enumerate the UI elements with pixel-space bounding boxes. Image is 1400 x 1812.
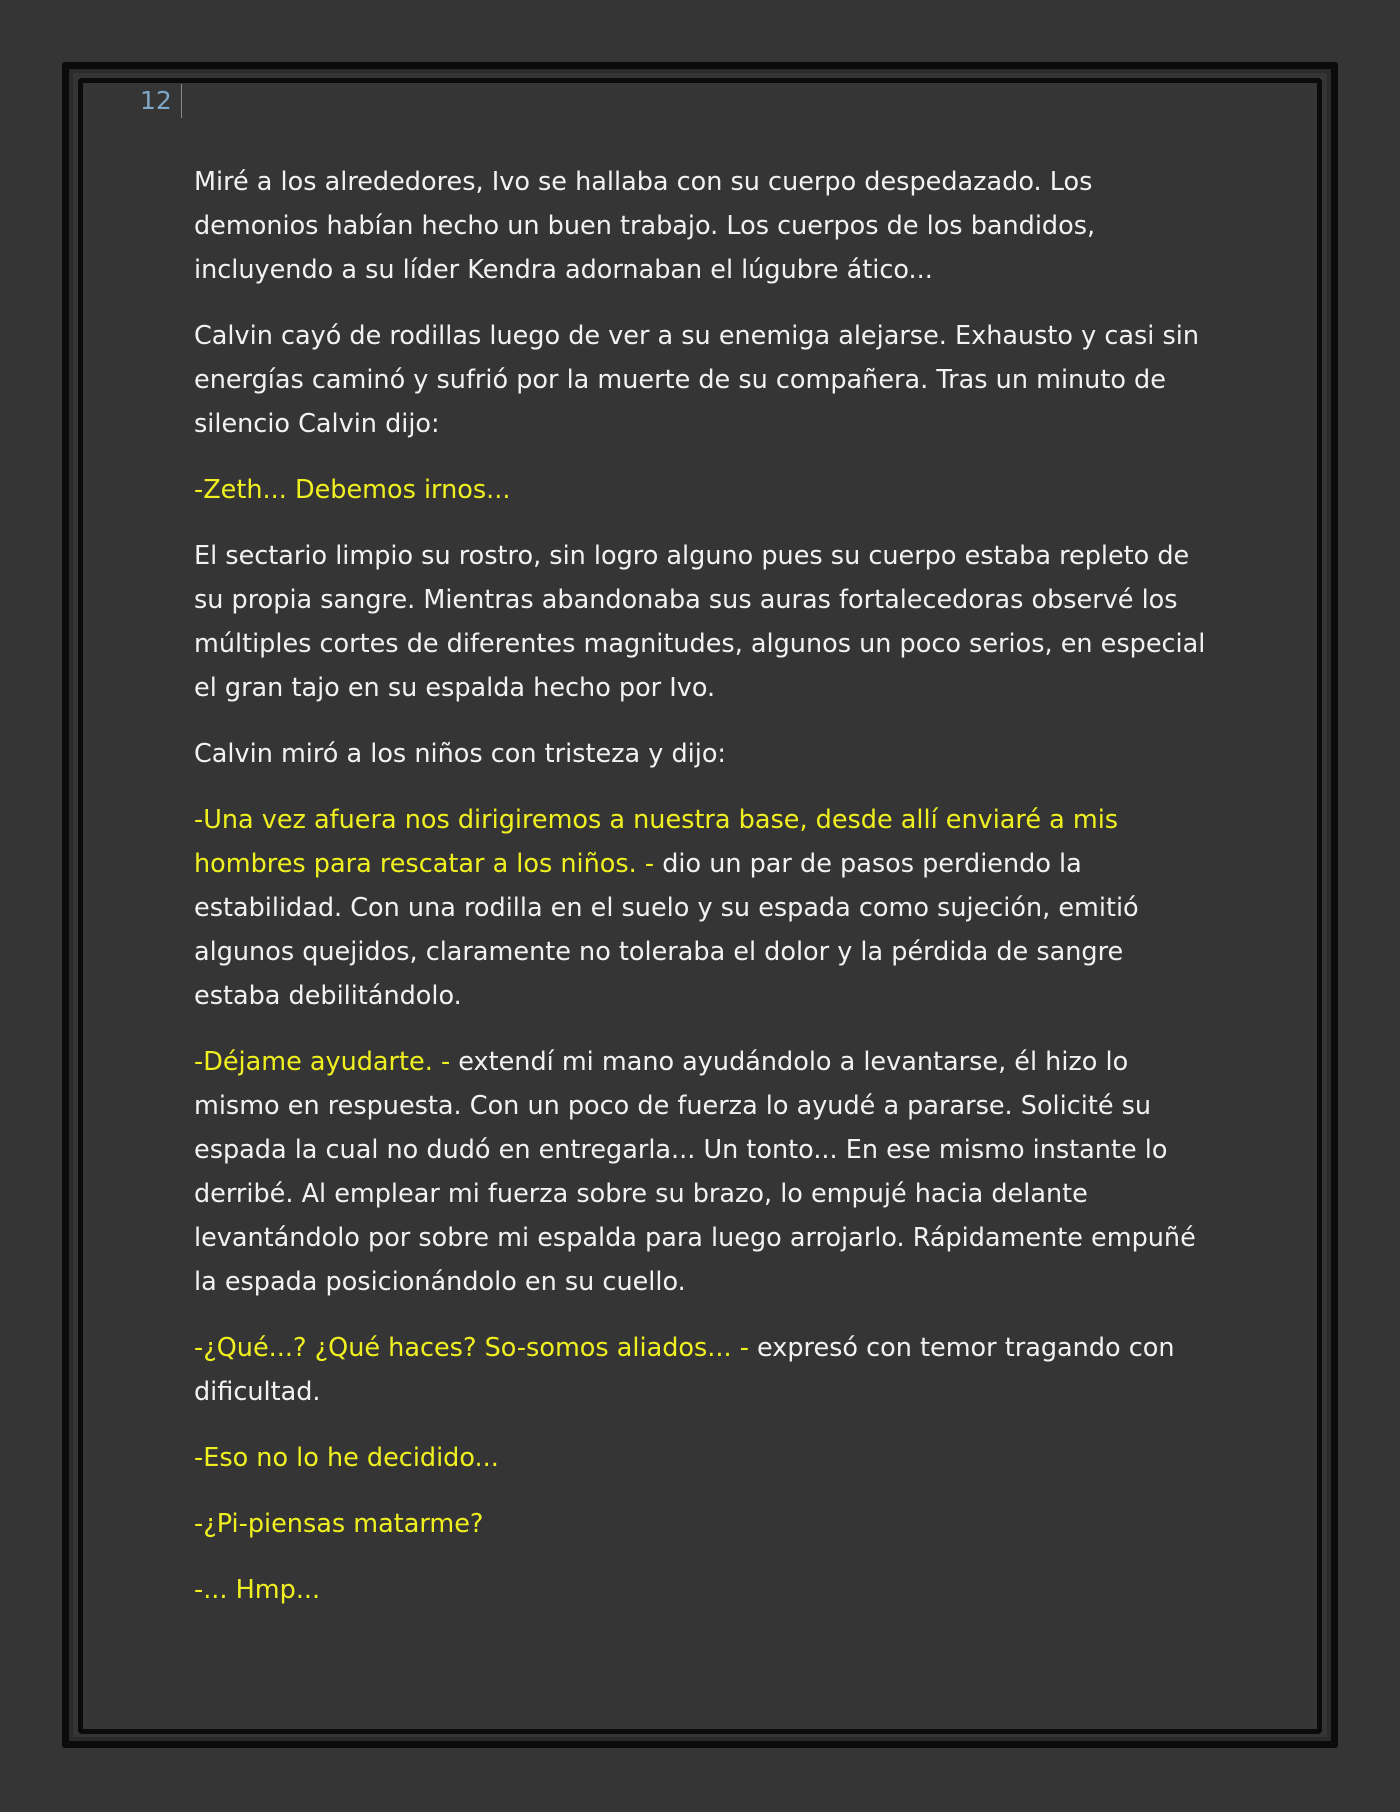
paragraph-5 <box>194 732 1210 776</box>
paragraph-1 <box>194 160 1210 292</box>
dialogue: -¿Pi-piensas matarme? <box>194 1509 484 1539</box>
paragraph-4 <box>194 534 1210 710</box>
dialogue: -Zeth... Debemos irnos... <box>194 475 511 505</box>
narration: dio un par de pasos perdiendo la estabilidad. Con una rodilla en el suelo y su espada como sujeción, emitió algunos quejidos, claramente no toleraba el dolor y la pérdida de sangre estaba debilitándolo. <box>194 849 1139 1011</box>
narration: Calvin cayó de rodillas luego de ver a su enemiga alejarse. Exhausto y casi sin energías caminó y sufrió por la muerte de su compañera. Tras un minuto de silencio Calvin dijo: <box>194 321 1199 439</box>
page-number-divider <box>181 84 182 118</box>
narration: El sectario limpio su rostro, sin logro alguno pues su cuerpo estaba repleto de su propia sangre. Mientras abandonaba sus auras fortalecedoras observé los múltiples cortes de diferentes magnitudes, algunos un poco serios, en especial el gran tajo en su espalda hecho por Ivo. <box>194 541 1206 703</box>
dialogue: -Eso no lo he decidido... <box>194 1443 499 1473</box>
paragraph-7 <box>194 1040 1210 1304</box>
paragraph-9 <box>194 1436 1210 1480</box>
paragraph-8 <box>194 1326 1210 1414</box>
dialogue: -... Hmp... <box>194 1575 321 1605</box>
narration: Calvin miró a los niños con tristeza y dijo: <box>194 739 727 769</box>
page-number: 12 <box>140 86 172 115</box>
paragraph-6 <box>194 798 1210 1018</box>
dialogue: -Una vez afuera nos dirigiremos a nuestra base, desde allí enviaré a mis hombres para rescatar a los niños. - <box>194 805 1119 879</box>
narration: expresó con temor tragando con dificultad. <box>194 1333 1175 1407</box>
dialogue: -Déjame ayudarte. - <box>194 1047 451 1077</box>
paragraph-10 <box>194 1502 1210 1546</box>
dialogue: -¿Qué...? ¿Qué haces? So-somos aliados... - <box>194 1333 749 1363</box>
paragraph-3 <box>194 468 1210 512</box>
narration: extendí mi mano ayudándolo a levantarse, él hizo lo mismo en respuesta. Con un poco de fuerza lo ayudé a pararse. Solicité su espada la cual no dudó en entregarla... Un tonto... En ese mismo instante lo derribé. Al emplear mi fuerza sobre su brazo, lo empujé hacia delante levantándolo por sobre mi espalda para luego arrojarlo. Rápidamente empuñé la espada posicionándolo en su cuello. <box>194 1047 1196 1297</box>
paragraph-2 <box>194 314 1210 446</box>
paragraph-11 <box>194 1568 1210 1612</box>
narration: Miré a los alrededores, Ivo se hallaba con su cuerpo despedazado. Los demonios habían hecho un buen trabajo. Los cuerpos de los bandidos, incluyendo a su líder Kendra adornaban el lúgubre ático... <box>194 167 1096 285</box>
story-text <box>194 160 1210 1634</box>
